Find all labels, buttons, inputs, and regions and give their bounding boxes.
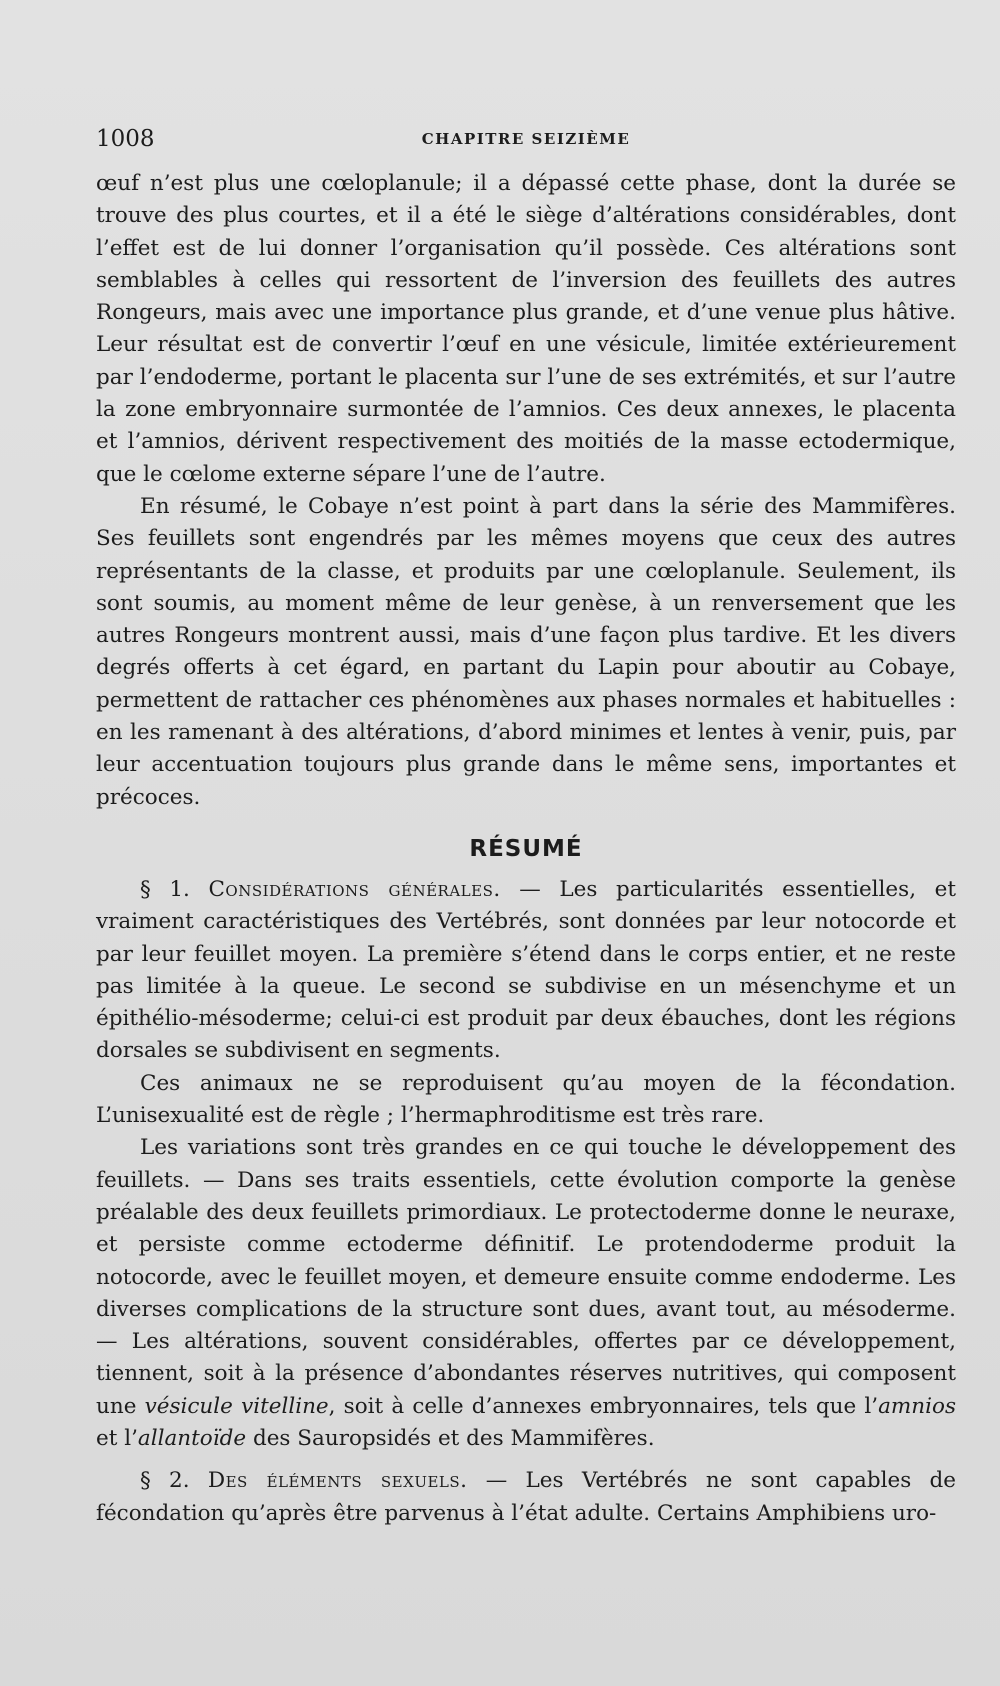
page-number: 1008 [96, 126, 155, 152]
paragraph-en-resume: En résumé, le Cobaye n’est point à part dans la série des Mammifères. Ses feuillets sont engendrés par les mêmes moyens que ceux des autres représentants de la classe, et produits par une cœloplanule. Seulement, ils sont soumis, au moment même de leur genèse, à un renversement que les autres Rongeurs montrent aussi, mais d’une façon plus tardive. Et les divers degrés offerts à cet égard, en partant du Lapin pour aboutir au Cobaye, permettent de rattacher ces phénomènes aux phases normales et habituelles : en les ramenant à des altérations, d’abord minimes et lentes à venir, puis, par leur accentuation toujours plus grande dans le même sens, importantes et précoces. [96, 493, 956, 810]
s1-p3-part-c: et l’ [96, 1425, 138, 1451]
paragraph-s1-variations [96, 1132, 956, 1455]
s1-p3-part-b: , soit à celle d’annexes embryonnaires, tels que l’ [328, 1393, 879, 1419]
s1-p3-part-d: des Sauropsidés et des Mammifères. [246, 1425, 655, 1451]
s2-number: § 2. [140, 1468, 190, 1494]
s1-text: — Les particularités essentielles, et vraiment caractéristiques des Vertébrés, sont données par leur notocorde et par leur feuillet moyen. La première s’étend dans le corps entier, et ne reste pas limitée à la queue. Le second se subdivise en un mésenchyme et un épithélio-mésoderme; celui-ci est produit par deux ébauches, dont les régions dorsales se subdivisent en segments. [96, 876, 956, 1064]
body-text [96, 168, 956, 1530]
s1-heading: Considérations générales. [208, 876, 501, 902]
s1-p3-amnios: amnios [878, 1393, 956, 1419]
paragraph-s1 [96, 874, 956, 1068]
s1-p3-part-a: Les variations sont très grandes en ce qui touche le développement des feuillets. — Dans ses traits essentiels, cette évolution comporte la genèse préalable des deux feuillets primordiaux. Le protectoderme donne le neuraxe, et persiste comme ectoderme définitif. Le protendoderme produit la notocorde, avec le feuillet moyen, et demeure ensuite comme endoderme. Les diverses complications de la structure sont dues, avant tout, au mésoderme. — Les altérations, souvent considérables, offertes par ce développement, tiennent, soit à la présence d’abondantes réserves nutritives, qui composent une [96, 1135, 956, 1419]
section-title: RÉSUMÉ [469, 835, 583, 862]
s1-p3-vesicule: vésicule vitelline [144, 1393, 329, 1419]
s2-heading: Des éléments sexuels. [207, 1468, 468, 1494]
page-header [96, 126, 956, 156]
paragraph-s2 [96, 1465, 956, 1530]
paragraph-s1-fecondation: Ces animaux ne se reproduisent qu’au moyen de la fécondation. L’unisexualité est de règle ; l’hermaphroditisme est très rare. [96, 1070, 956, 1129]
s1-p3-allantoide: allantoïde [137, 1425, 247, 1451]
running-head: CHAPITRE SEIZIÈME [421, 130, 631, 148]
s2-text: — Les Vertébrés ne sont capables de fécondation qu’après être parvenus à l’état adulte. Certains Amphibiens uro- [96, 1468, 956, 1526]
paragraph-continuation: œuf n’est plus une cœloplanule; il a dépassé cette phase, dont la durée se trouve des plus courtes, et il a été le siège d’altérations considérables, dont l’effet est de lui donner l’organisation qu’il possède. Ces altérations sont semblables à celles qui ressortent de l’inversion des feuillets des autres Rongeurs, mais avec une importance plus grande, et d’une venue plus hâtive. Leur résultat est de convertir l’œuf en une vésicule, limitée extérieurement par l’endoderme, portant le placenta sur l’une de ses extrémités, et sur l’autre la zone embryonnaire surmontée de l’amnios. Ces deux annexes, le placenta et l’amnios, dérivent respectivement des moitiés de la masse ectodermique, que le cœlome externe sépare l’une de l’autre. [96, 171, 956, 487]
s1-number: § 1. [140, 876, 190, 902]
